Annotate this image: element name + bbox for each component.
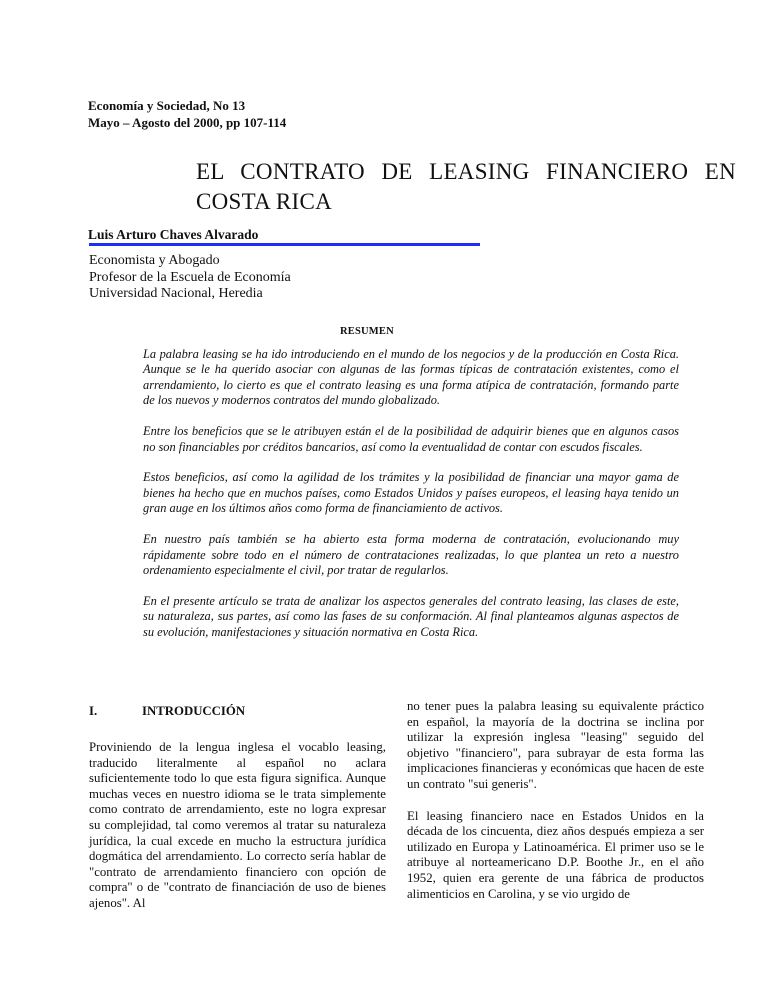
body-paragraph: no tener pues la palabra leasing su equivalente práctico en español, la mayoría de la doctrina se inclina por utilizar la expresión inglesa "leasing" seguido del objetivo "financiero", para subrayar de esta forma las implicaciones financieras y económicas que hacen de este un contrato "sui generis". [407, 699, 704, 791]
abstract-paragraph: Estos beneficios, así como la agilidad de los trámites y la posibilidad de financiar una mayor gama de bienes ha hecho que en muchos países, como Estados Unidos y países europeos, el leasing haya tenido un gran auge en los últimos años como forma de financiamiento de activos. [143, 470, 679, 516]
abstract-heading: RESUMEN [340, 326, 394, 337]
author-divider-rule [89, 243, 480, 246]
abstract-body [143, 347, 679, 656]
author-name: Luis Arturo Chaves Alvarado [88, 227, 259, 242]
body-paragraph: El leasing financiero nace en Estados Unidos en la década de los cincuenta, diez años después empieza a ser utilizado en Europa y Latinoamérica. El primer uso se le atribuye al norteamericano D.P. Boothe Jr., en el año 1952, quien era gerente de una fábrica de productos alimenticios en Carolina, y se vio urgido de [407, 808, 704, 901]
section-number: I. [89, 704, 98, 718]
abstract-paragraph: Entre los beneficios que se le atribuyen están el de la posibilidad de adquirir bienes que en algunos casos no son financiables por créditos bancarios, así como la eventualidad de contar con escudos fiscales. [143, 424, 679, 454]
affiliation-line: Universidad Nacional, Heredia [89, 286, 263, 301]
body-paragraph: Proviniendo de la lengua inglesa el vocablo leasing, traducido literalmente al español no aclara suficientemente todo lo que esta figura significa. Aunque muchas veces en nuestro idioma se le trata simplemente como contrato de arrendamiento, este no logra expresar su complejidad, tal como veremos al tratar su naturaleza jurídica, la cual excede en mucho la estructura jurídica dogmática del arrendamiento. Lo correcto sería hablar de "contrato de arrendamiento financiero con opción de compra" o de "contrato de financiación de uso de bienes ajenos". Al [89, 740, 386, 910]
journal-issue: Economía y Sociedad, No 13 [88, 98, 246, 113]
author-affiliation [89, 253, 291, 303]
section-heading [89, 704, 245, 719]
journal-dates-pages: Mayo – Agosto del 2000, pp 107-114 [88, 115, 287, 130]
body-column-left [89, 740, 386, 928]
body-column-right [407, 699, 704, 918]
abstract-paragraph: La palabra leasing se ha ido introduciendo en el mundo de los negocios y de la producción en Costa Rica. Aunque se le ha querido asociar con algunas de las formas típicas de contratación existentes, como el arrendamiento, lo cierto es que el contrato leasing es una forma atípica de contratación, formando parte de los nuevos y modernos contratos del mundo globalizado. [143, 347, 679, 408]
abstract-paragraph: En el presente artículo se trata de analizar los aspectos generales del contrato leasing, las clases de este, su naturaleza, sus partes, así como las fases de su conformación. Al final planteamos algunas aspectos de su evolución, manifestaciones y situación normativa en Costa Rica. [143, 593, 679, 639]
affiliation-line: Profesor de la Escuela de Economía [89, 269, 291, 285]
abstract-paragraph: En nuestro país también se ha abierto esta forma moderna de contratación, evolucionando muy rápidamente sobre todo en el número de contrataciones realizadas, lo que plantea un reto a nuestro ordenamiento especialmente el civil, por tratar de regularlos. [143, 532, 679, 577]
article-title: EL CONTRATO DE LEASING FINANCIERO EN COSTA RICA [196, 159, 736, 214]
affiliation-line: Economista y Abogado [89, 253, 220, 268]
journal-citation [88, 97, 286, 131]
section-title: INTRODUCCIÓN [142, 704, 246, 718]
